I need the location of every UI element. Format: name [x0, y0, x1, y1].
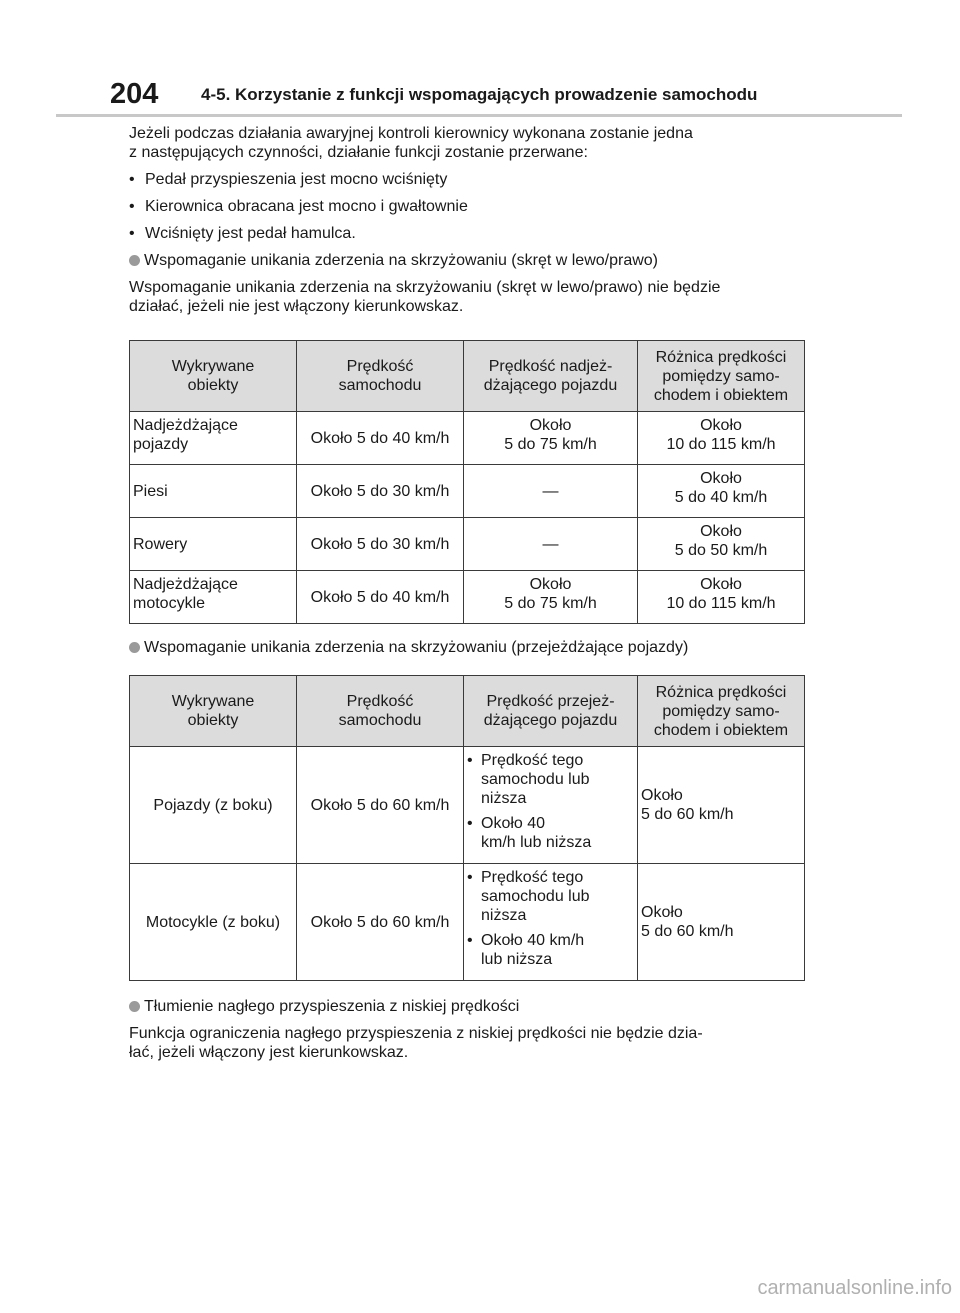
header-cell: Różnica prędkości pomiędzy samo- chodem i obiektem: [638, 676, 805, 747]
turn-assist-table: [129, 340, 805, 624]
page-number: 204: [110, 78, 159, 110]
diff-cell: Około 5 do 60 km/h: [638, 864, 805, 981]
section-heading-crossing: Wspomaganie unikania zderzenia na skrzyżowaniu (przejeżdżające pojazdy): [129, 638, 803, 657]
speed-cell: Około 5 do 40 km/h: [297, 412, 464, 465]
circle-bullet-icon: [129, 255, 140, 266]
speed-cell: Około 5 do 60 km/h: [297, 747, 464, 864]
section-paragraph-turn: Wspomaganie unikania zderzenia na skrzyżowaniu (skręt w lewo/prawo) nie będzie działać, jeżeli nie jest włączony kierunkowskaz.: [129, 279, 721, 315]
diff-cell: Około 10 do 115 km/h: [638, 412, 805, 465]
header-cell: Różnica prędkości pomiędzy samo- chodem i obiektem: [638, 341, 805, 412]
header-cell: Prędkość samochodu: [297, 676, 464, 747]
bullet-icon: •: [129, 225, 135, 242]
page-content: [129, 124, 803, 1062]
header-cell: Prędkość samochodu: [297, 341, 464, 412]
intro-line-1: Jeżeli podczas działania awaryjnej kontroli kierownicy wykonana zostanie jedna: [129, 125, 693, 142]
diff-cell: Około 5 do 60 km/h: [638, 747, 805, 864]
table-row: [130, 864, 805, 981]
table-row: [130, 518, 805, 571]
list-item: • Około 40 km/h lub niższa: [467, 814, 634, 852]
list-item: • Prędkość tego samochodu lub niższa: [467, 751, 634, 808]
speed-cell: Około 5 do 40 km/h: [297, 571, 464, 624]
crossing-assist-table: [129, 675, 805, 981]
speed-cell: Około 5 do 60 km/h: [297, 864, 464, 981]
header-cell: Wykrywane obiekty: [130, 341, 297, 412]
list-item: • Kierownica obracana jest mocno i gwałtownie: [129, 198, 468, 215]
object-cell: Nadjeżdżające pojazdy: [130, 412, 297, 465]
header-divider: [56, 114, 902, 117]
section-heading-acceleration: Tłumienie nagłego przyspieszenia z niskiej prędkości: [129, 997, 803, 1016]
section-paragraph-acceleration: Funkcja ograniczenia nagłego przyspieszenia z niskiej prędkości nie będzie dzia- łać, jeżeli włączony jest kierunkowskaz.: [129, 1025, 703, 1061]
other-speed-cell: Około 5 do 75 km/h: [464, 571, 638, 624]
diff-cell: Około 5 do 50 km/h: [638, 518, 805, 571]
other-speed-cell: —: [464, 518, 638, 571]
section-heading-turn: Wspomaganie unikania zderzenia na skrzyżowaniu (skręt w lewo/prawo): [129, 251, 803, 270]
object-cell: Motocykle (z boku): [130, 864, 297, 981]
speed-cell: Około 5 do 30 km/h: [297, 518, 464, 571]
header-cell: Prędkość przejeż- dżającego pojazdu: [464, 676, 638, 747]
object-cell: Piesi: [130, 465, 297, 518]
circle-bullet-icon: [129, 1001, 140, 1012]
bullet-icon: •: [129, 198, 135, 215]
list-item: • Prędkość tego samochodu lub niższa: [467, 868, 634, 925]
table-row: [130, 465, 805, 518]
section-title: 4-5. Korzystanie z funkcji wspomagających prowadzenie samochodu: [201, 85, 758, 104]
other-speed-cell: [464, 864, 638, 981]
bullet-icon: •: [129, 171, 135, 188]
table-row: [130, 571, 805, 624]
table-header-row: [130, 341, 805, 412]
diff-cell: Około 10 do 115 km/h: [638, 571, 805, 624]
header-cell: Prędkość nadjeż- dżającego pojazdu: [464, 341, 638, 412]
table-header-row: [130, 676, 805, 747]
intro-paragraph: [129, 124, 803, 162]
other-speed-cell: —: [464, 465, 638, 518]
circle-bullet-icon: [129, 642, 140, 653]
bullet-list: [129, 170, 803, 243]
object-cell: Rowery: [130, 518, 297, 571]
diff-cell: Około 5 do 40 km/h: [638, 465, 805, 518]
header-cell: Wykrywane obiekty: [130, 676, 297, 747]
other-speed-cell: Około 5 do 75 km/h: [464, 412, 638, 465]
object-cell: Pojazdy (z boku): [130, 747, 297, 864]
speed-cell: Około 5 do 30 km/h: [297, 465, 464, 518]
table-row: [130, 747, 805, 864]
table-row: [130, 412, 805, 465]
list-item: • Około 40 km/h lub niższa: [467, 931, 634, 969]
object-cell: Nadjeżdżające motocykle: [130, 571, 297, 624]
watermark: carmanualsonline.info: [757, 1277, 952, 1299]
list-item: • Wciśnięty jest pedał hamulca.: [129, 225, 356, 242]
other-speed-cell: [464, 747, 638, 864]
intro-line-2: z następujących czynności, działanie funkcji zostanie przerwane:: [129, 144, 588, 161]
list-item: • Pedał przyspieszenia jest mocno wciśnięty: [129, 171, 448, 188]
page-header: [56, 78, 902, 118]
